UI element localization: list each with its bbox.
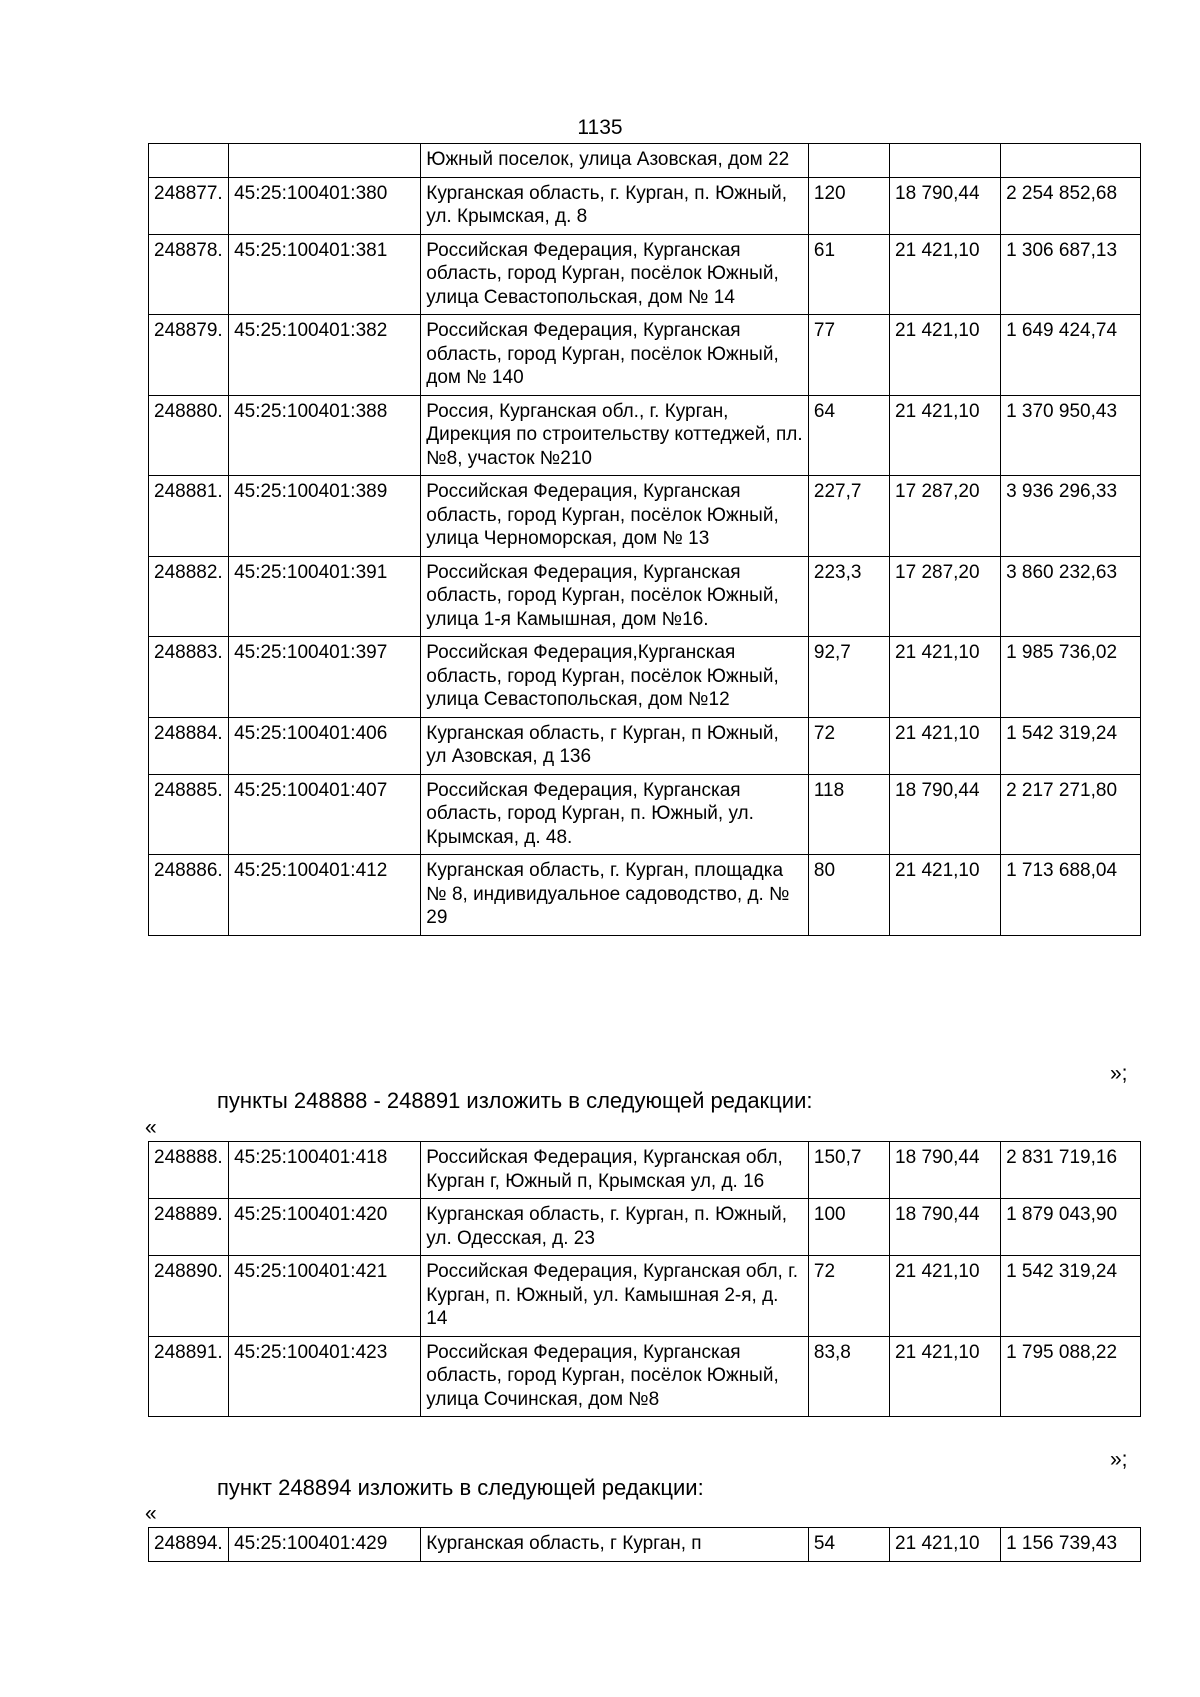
table-row — [149, 637, 1141, 718]
amendment-instruction-1: пункты 248888 - 248891 изложить в следующей редакции: — [217, 1088, 813, 1113]
cell-area: 54 — [808, 1528, 889, 1562]
table-row — [149, 1256, 1141, 1337]
cell-row-number: 248881. — [149, 476, 229, 557]
closing-quote-2: »; — [1110, 1448, 1128, 1471]
table-row — [149, 177, 1141, 234]
table-row — [149, 315, 1141, 396]
cell-cadastral-number: 45:25:100401:382 — [229, 315, 421, 396]
property-table-2 — [148, 1141, 1141, 1417]
cell-area: 80 — [808, 855, 889, 936]
cell-area: 64 — [808, 395, 889, 476]
cell-address: Российская Федерация, Курганская область, город Курган, посёлок Южный, дом № 140 — [421, 315, 809, 396]
cell-row-number: 248889. — [149, 1199, 229, 1256]
table-row — [149, 717, 1141, 774]
cell-cadastral-value: 2 217 271,80 — [1001, 774, 1141, 855]
cell-address: Курганская область, г. Курган, п. Южный, ул. Одесская, д. 23 — [421, 1199, 809, 1256]
table-row — [149, 395, 1141, 476]
cell-row-number: 248884. — [149, 717, 229, 774]
cell-cadastral-number: 45:25:100401:412 — [229, 855, 421, 936]
cell-cadastral-value: 1 713 688,04 — [1001, 855, 1141, 936]
cell-unit-value: 18 790,44 — [890, 774, 1001, 855]
cell-address: Россия, Курганская обл., г. Курган, Дирекция по строительству коттеджей, пл. №8, участок №210 — [421, 395, 809, 476]
table-row — [149, 144, 1141, 178]
cell-unit-value — [890, 144, 1001, 178]
table-row — [149, 476, 1141, 557]
cell-row-number: 248886. — [149, 855, 229, 936]
cell-cadastral-value: 1 879 043,90 — [1001, 1199, 1141, 1256]
cell-address: Курганская область, г Курган, п Южный, ул Азовская, д 136 — [421, 717, 809, 774]
cell-cadastral-number — [229, 144, 421, 178]
cell-address: Российская Федерация, Курганская обл, г. Курган, п. Южный, ул. Камышная 2-я, д. 14 — [421, 1256, 809, 1337]
cell-cadastral-number: 45:25:100401:420 — [229, 1199, 421, 1256]
cell-address: Российская Федерация, Курганская область, город Курган, посёлок Южный, улица Черноморская, дом № 13 — [421, 476, 809, 557]
cell-address: Российская Федерация, Курганская область, город Курган, посёлок Южный, улица Севастопольская, дом № 14 — [421, 234, 809, 315]
cell-unit-value: 21 421,10 — [890, 1256, 1001, 1337]
cell-row-number: 248894. — [149, 1528, 229, 1562]
cell-unit-value: 21 421,10 — [890, 315, 1001, 396]
cell-cadastral-value: 1 156 739,43 — [1001, 1528, 1141, 1562]
table-row — [149, 1199, 1141, 1256]
cell-cadastral-number: 45:25:100401:423 — [229, 1336, 421, 1417]
cell-cadastral-number: 45:25:100401:406 — [229, 717, 421, 774]
cell-row-number: 248891. — [149, 1336, 229, 1417]
property-table-3 — [148, 1527, 1141, 1562]
table-row — [149, 234, 1141, 315]
cell-cadastral-number: 45:25:100401:429 — [229, 1528, 421, 1562]
cell-unit-value: 21 421,10 — [890, 234, 1001, 315]
cell-unit-value: 18 790,44 — [890, 177, 1001, 234]
cell-unit-value: 18 790,44 — [890, 1142, 1001, 1199]
cell-unit-value: 17 287,20 — [890, 476, 1001, 557]
cell-area: 150,7 — [808, 1142, 889, 1199]
cell-address: Российская Федерация,Курганская область, город Курган, посёлок Южный, улица Севастопольская, дом №12 — [421, 637, 809, 718]
cell-address: Российская Федерация, Курганская область, город Курган, п. Южный, ул. Крымская, д. 48. — [421, 774, 809, 855]
cell-area: 61 — [808, 234, 889, 315]
cell-unit-value: 21 421,10 — [890, 637, 1001, 718]
cell-cadastral-value: 2 831 719,16 — [1001, 1142, 1141, 1199]
table-row — [149, 1142, 1141, 1199]
cell-cadastral-value: 1 542 319,24 — [1001, 717, 1141, 774]
table-row — [149, 774, 1141, 855]
table-row — [149, 1336, 1141, 1417]
cell-address: Российская Федерация, Курганская область, город Курган, посёлок Южный, улица Сочинская, дом №8 — [421, 1336, 809, 1417]
opening-quote-1: « — [145, 1116, 157, 1139]
cell-address: Российская Федерация, Курганская обл, Курган г, Южный п, Крымская ул, д. 16 — [421, 1142, 809, 1199]
cell-area: 227,7 — [808, 476, 889, 557]
cell-cadastral-value: 1 985 736,02 — [1001, 637, 1141, 718]
cell-unit-value: 21 421,10 — [890, 395, 1001, 476]
cell-row-number: 248877. — [149, 177, 229, 234]
cell-area: 92,7 — [808, 637, 889, 718]
cell-cadastral-value: 1 795 088,22 — [1001, 1336, 1141, 1417]
cell-address: Российская Федерация, Курганская область, город Курган, посёлок Южный, улица 1-я Камышная, дом №16. — [421, 556, 809, 637]
cell-cadastral-number: 45:25:100401:380 — [229, 177, 421, 234]
cell-row-number: 248878. — [149, 234, 229, 315]
cell-area: 100 — [808, 1199, 889, 1256]
cell-unit-value: 21 421,10 — [890, 1336, 1001, 1417]
cell-cadastral-value: 1 306 687,13 — [1001, 234, 1141, 315]
cell-row-number — [149, 144, 229, 178]
cell-row-number: 248879. — [149, 315, 229, 396]
cell-area: 118 — [808, 774, 889, 855]
cell-area: 77 — [808, 315, 889, 396]
cell-cadastral-value: 2 254 852,68 — [1001, 177, 1141, 234]
cell-area: 72 — [808, 1256, 889, 1337]
table-row — [149, 1528, 1141, 1562]
property-table-1 — [148, 143, 1141, 936]
cell-address: Курганская область, г. Курган, п. Южный, ул. Крымская, д. 8 — [421, 177, 809, 234]
opening-quote-2: « — [145, 1502, 157, 1525]
cell-row-number: 248888. — [149, 1142, 229, 1199]
table-row — [149, 556, 1141, 637]
cell-row-number: 248883. — [149, 637, 229, 718]
cell-row-number: 248880. — [149, 395, 229, 476]
cell-area: 120 — [808, 177, 889, 234]
cell-row-number: 248885. — [149, 774, 229, 855]
cell-address: Курганская область, г. Курган, площадка № 8, индивидуальное садоводство, д. № 29 — [421, 855, 809, 936]
cell-row-number: 248890. — [149, 1256, 229, 1337]
cell-cadastral-number: 45:25:100401:381 — [229, 234, 421, 315]
cell-area — [808, 144, 889, 178]
cell-cadastral-value: 1 649 424,74 — [1001, 315, 1141, 396]
cell-cadastral-value — [1001, 144, 1141, 178]
cell-address: Южный поселок, улица Азовская, дом 22 — [421, 144, 809, 178]
cell-cadastral-number: 45:25:100401:388 — [229, 395, 421, 476]
cell-address: Курганская область, г Курган, п — [421, 1528, 809, 1562]
cell-unit-value: 21 421,10 — [890, 1528, 1001, 1562]
cell-cadastral-value: 1 542 319,24 — [1001, 1256, 1141, 1337]
cell-cadastral-number: 45:25:100401:418 — [229, 1142, 421, 1199]
cell-cadastral-number: 45:25:100401:407 — [229, 774, 421, 855]
cell-unit-value: 21 421,10 — [890, 855, 1001, 936]
closing-quote-1: »; — [1110, 1062, 1128, 1085]
cell-area: 223,3 — [808, 556, 889, 637]
cell-unit-value: 17 287,20 — [890, 556, 1001, 637]
cell-unit-value: 18 790,44 — [890, 1199, 1001, 1256]
cell-unit-value: 21 421,10 — [890, 717, 1001, 774]
amendment-instruction-2: пункт 248894 изложить в следующей редакции: — [217, 1475, 704, 1500]
cell-cadastral-number: 45:25:100401:389 — [229, 476, 421, 557]
cell-row-number: 248882. — [149, 556, 229, 637]
cell-cadastral-value: 1 370 950,43 — [1001, 395, 1141, 476]
table-row — [149, 855, 1141, 936]
cell-cadastral-number: 45:25:100401:391 — [229, 556, 421, 637]
cell-cadastral-number: 45:25:100401:421 — [229, 1256, 421, 1337]
cell-area: 83,8 — [808, 1336, 889, 1417]
page-number: 1135 — [577, 116, 623, 139]
cell-cadastral-number: 45:25:100401:397 — [229, 637, 421, 718]
cell-area: 72 — [808, 717, 889, 774]
cell-cadastral-value: 3 860 232,63 — [1001, 556, 1141, 637]
cell-cadastral-value: 3 936 296,33 — [1001, 476, 1141, 557]
